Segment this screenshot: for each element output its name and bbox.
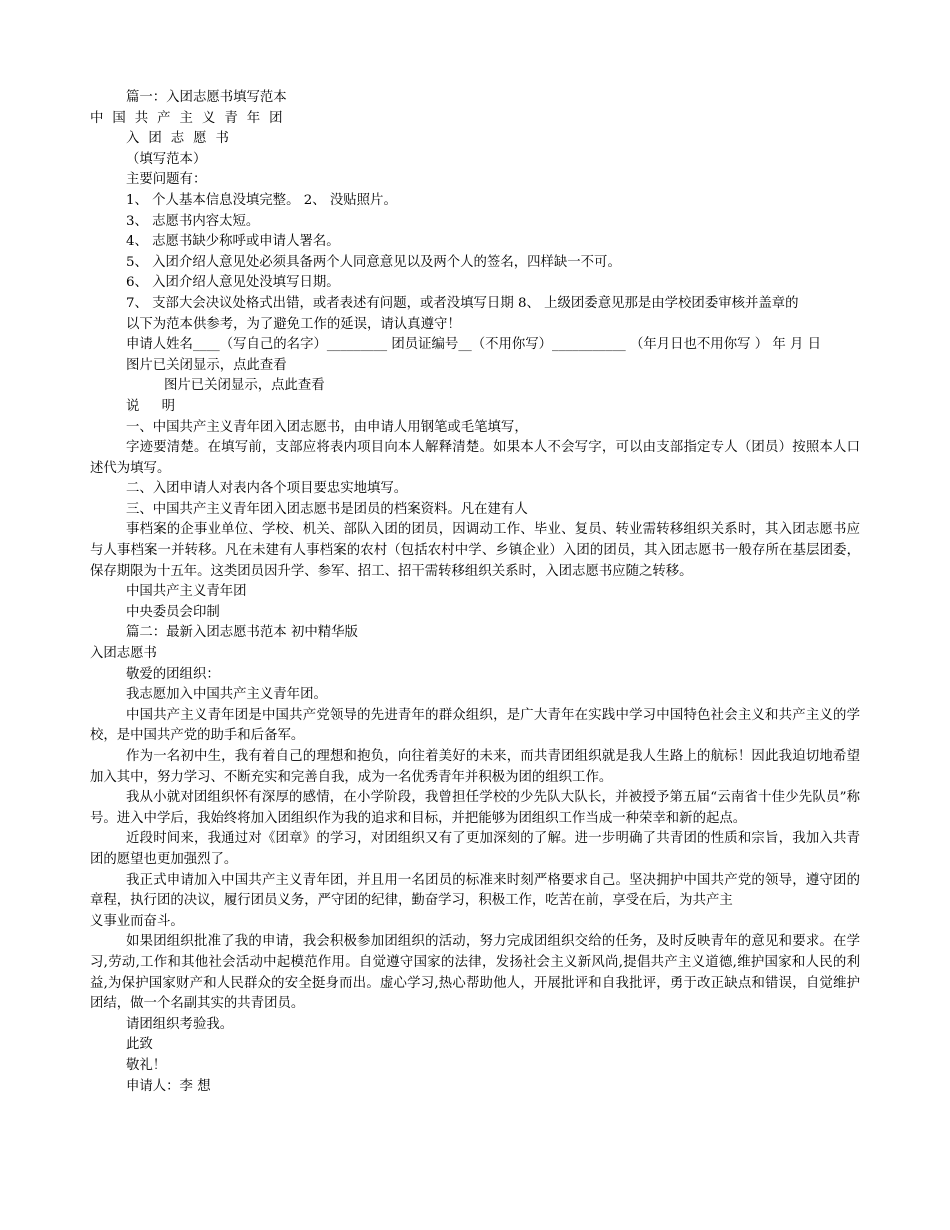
- explanation-item: 字迹要清楚。在填写前，支部应将表内项目向本人解释清楚。如果本人不会写字，可以由支部指定专人（团员）按照本人口述代为填写。: [90, 440, 860, 476]
- section1-heading: 篇一：入团志愿书填写范本: [126, 90, 287, 105]
- letter-paragraph: 我正式申请加入中国共产主义青年团，并且用一名团员的标准来时刻严格要求自己。坚决拥护中国共产党的领导，遵守团的章程，执行团的决议，履行团员义务，严守团的纪律，勤奋学习，积极工作，吃苦在前，享受在后，为共产主: [90, 872, 860, 909]
- signature: 申请人：李 想: [126, 1078, 211, 1094]
- letter-paragraph: 中国共产主义青年团是中国共产党领导的先进青年的群众组织，是广大青年在实践中学习中国特色社会主义和共产主义的学校，是中国共产党的助手和后备军。: [90, 707, 860, 744]
- org-name: 中国共产主义青年团: [90, 110, 292, 126]
- letter-paragraph: 请团组织考验我。: [126, 1016, 234, 1032]
- applicant-line: 申请人姓名____（写自己的名字）_________ 团员证编号__（不用你写）___________ （年月日也不用你写 ） 年 月 日: [126, 337, 822, 353]
- explanation-item: 一、中国共产主义青年团入团志愿书，由申请人用钢笔或毛笔填写，: [126, 419, 528, 435]
- image-notice-link[interactable]: 图片已关闭显示，点此查看: [126, 357, 287, 373]
- explanation-item: 三、中国共产主义青年团入团志愿书是团员的档案资料。凡在建有人: [126, 501, 528, 517]
- letter-paragraph: 近段时间来，我通过对《团章》的学习，对团组织又有了更加深刻的了解。进一步明确了共青团的性质和宗旨，我加入共青团的愿望也更加强烈了。: [90, 831, 860, 867]
- letter-paragraph: 如果团组织批准了我的申请，我会积极参加团组织的活动，努力完成团组织交给的任务，及时反映青年的意见和要求。在学习,劳动,工作和其他社会活动中起模范作用。自觉遵守国家的法律，发扬社会主义新风尚,提倡共产主义道德,维护国家和人民的利益,为保护国家财产和人民群众的安全挺身而出。虚心学习,热心帮助他人，开展批评和自我批评，勇于改正缺点和错误，自觉维护团结，做一个名副其实的共青团员。: [90, 934, 860, 1012]
- letter-paragraph: 作为一名初中生，我有着自己的理想和抱负，向往着美好的未来，而共青团组织就是我人生路上的航标！因此我迫切地希望加入其中，努力学习、不断充实和完善自我，成为一名优秀青年并积极为团的组织工作。: [90, 749, 860, 785]
- problem-item: 4、 志愿书缺少称呼或申请人署名。: [126, 234, 340, 250]
- doc-title: 入团志愿书: [126, 131, 238, 147]
- document-body: [90, 88, 860, 1097]
- problem-item: 3、 志愿书内容太短。: [126, 213, 260, 229]
- doc-subtitle: （填写范本）: [126, 151, 207, 167]
- problems-label: 主要问题有：: [126, 172, 207, 188]
- closing-line: 敬礼！: [126, 1057, 167, 1073]
- image-notice-link[interactable]: 图片已关闭显示，点此查看: [164, 378, 325, 394]
- section2-title: 入团志愿书: [90, 646, 157, 662]
- printer-line: 中央委员会印制: [126, 604, 220, 620]
- problem-item: 5、 入团介绍人意见处必须具备两个人同意意见以及两个人的签名，四样缺一不可。: [126, 254, 621, 270]
- printer-line: 中国共产主义青年团: [126, 584, 247, 600]
- explanation-item: 二、入团申请人对表内各个项目要忠实地填写。: [126, 481, 408, 497]
- closing-line: 此致: [126, 1037, 153, 1053]
- letter-paragraph: 我志愿加入中国共产主义青年团。: [126, 687, 327, 703]
- letter-paragraph: 义事业而奋斗。: [90, 913, 184, 929]
- problem-item: 1、 个人基本信息没填完整。 2、 没贴照片。: [126, 192, 397, 208]
- problem-item: 7、 支部大会决议处格式出错，或者表述有问题，或者没填写日期 8、 上级团委意见那是由学校团委审核并盖章的: [126, 295, 799, 311]
- reference-note: 以下为范本供参考，为了避免工作的延误，请认真遵守！: [126, 316, 461, 332]
- problem-item: 6、 入团介绍人意见处没填写日期。: [126, 275, 340, 291]
- section2-heading: 篇二：最新入团志愿书范本 初中精华版: [126, 625, 358, 641]
- explanation-title: 说 明: [126, 398, 185, 414]
- letter-paragraph: 我从小就对团组织怀有深厚的感情，在小学阶段，我曾担任学校的少先队大队长，并被授予第五届“云南省十佳少先队员”称号。进入中学后，我始终将加入团组织作为我的追求和目标，并把能够为团组织工作当成一种荣幸和新的起点。: [90, 790, 860, 826]
- explanation-item: 事档案的企事业单位、学校、机关、部队入团的团员，因调动工作、毕业、复员、转业需转移组织关系时，其入团志愿书应与人事档案一并转移。凡在未建有人事档案的农村（包括农村中学、乡镇企业）入团的团员，其入团志愿书一般存所在基层团委，保存期限为十五年。这类团员因升学、参军、招工、招干需转移组织关系时，入团志愿书应随之转移。: [90, 522, 860, 579]
- salutation: 敬爱的团组织：: [126, 666, 220, 682]
